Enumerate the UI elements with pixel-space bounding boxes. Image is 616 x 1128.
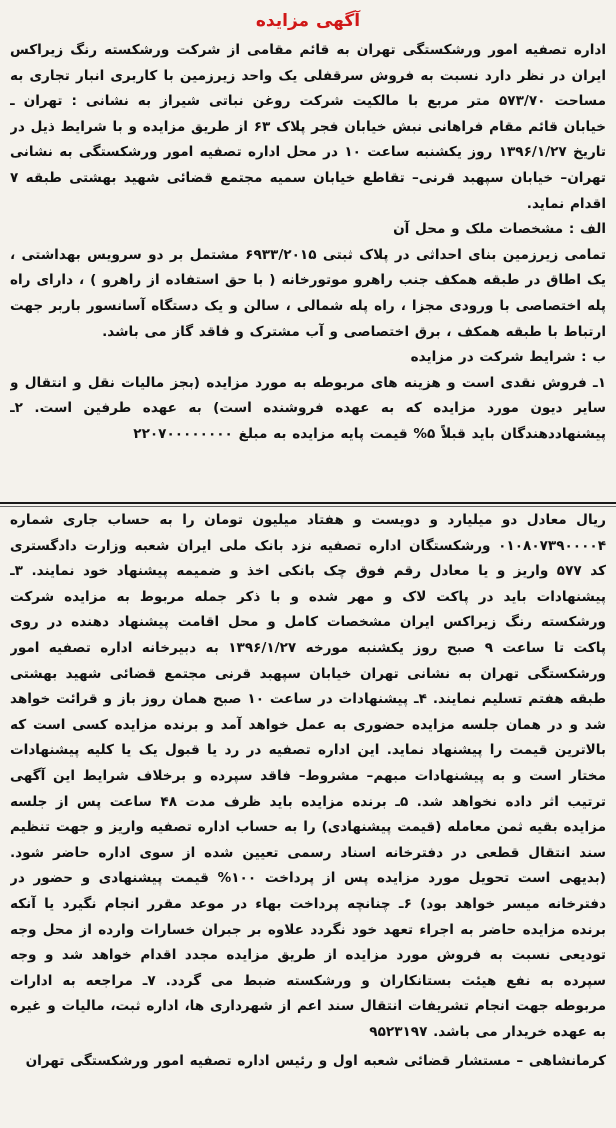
section-b-body-part1: ۱ـ فروش نقدی است و هزینه های مربوطه به مورد مزایده (بجز مالیات نقل و انتقال و سایر دیون مورد مزایده که به عهده فروشنده است) به عهده طرفین است. ۲ـ پیشنهاددهندگان باید قبلاً ۵% قیمت پایه مزایده به مبلغ ۲۲۰۷۰۰۰۰۰۰۰۰ [10, 374, 606, 442]
notice-column-top [10, 0, 606, 500]
notice-signature: کرمانشاهی – مستشار قضائی شعبه اول و رئیس اداره تصفیه امور ورشکستگی تهران [25, 1053, 606, 1070]
section-b-body-part2: ریال معادل دو میلیارد و دویست و هفتاد میلیون تومان را به حساب جاری شماره ۰۱۰۸۰۷۳۹۰۰۰۰۴ ورشکستگان اداره تصفیه نزد بانک ملی ایران شعبه وزارت دادگستری کد ۵۷۷ واریز و یا معادل رقم فوق چک بانکی اخذ و ضمیمه پیشنهاد خود نمایند. ۳ـ پیشنهادات باید در پاکت لاک و مهر شده و با ذکر جمله مربوط به مزایده شرکت ورشکسته رنگ زیراکس ایران مشخصات کامل و محل اقامت پیشنهاد دهنده در روی پاکت تا ساعت ۹ صبح روز یکشنبه مورخه ۱۳۹۶/۱/۲۷ به دبیرخانه اداره تصفیه امور ورشکستگی تهران به نشانی تهران خیابان سپهبد قرنی مجتمع قضائی شهید بهشتی طبقه هفتم تسلیم نمایند. ۴ـ پیشنهادات در ساعت ۱۰ صبح همان روز باز و قرائت خواهد شد و در همان جلسه مزایده حضوری به عمل خواهد آمد و برنده مزایده کسی است که بالاترین قیمت را پیشنهاد نماید. این اداره تصفیه در رد یا قبول یک یا کلیه پیشنهادات مختار است و به پیشنهادات مبهم– مشروط– فاقد سپرده و برخلاف شرایط این آگهی ترتیب اثر داده نخواهد شد. ۵ـ برنده مزایده باید ظرف مدت ۴۸ ساعت پس از جلسه مزایده بقیه ثمن معامله (قیمت پیشنهادی) را به حساب اداره تصفیه واریز و جهت تنظیم سند انتقال قطعی در دفترخانه اسناد رسمی تعیین شده از سوی اداره حاضر شود. (بدیهی است تحویل مورد مزایده پس از پرداخت ۱۰۰% قیمت پیشنهادی و حضور در دفترخانه میسر خواهد بود) ۶ـ چنانچه پرداخت بهاء در موعد مقرر انجام نگیرد یا آنکه برنده مزایده حاضر به اجراء تعهد خود نگردد علاوه بر جبران خسارات وارده از محل وجه تودیعی نسبت به فروش مورد مزایده از طریق مزایده مجدد اقدام خواهد شد و وجه سپرده به نفع هیئت بستانکاران و ورشکسته ضبط می گردد. ۷ـ مراجعه به ادارات مربوطه جهت انجام تشریفات انتقال سند اعم از شهرداری ها، اداره ثبت، مالیات و غیره به عهده خریدار می باشد. ۹۵۲۳۱۹۷ [10, 512, 606, 1040]
column-divider-thin [0, 506, 616, 507]
section-a-title: الف : مشخصات ملک و محل آن [393, 221, 606, 238]
notice-column-bottom [10, 508, 606, 1128]
section-b-title: ب : شرایط شرکت در مزایده [410, 349, 606, 366]
column-divider [0, 502, 616, 504]
section-a-body: تمامی زیرزمین بنای احداثی در پلاک ثبتی ۶۹۳۳/۲۰۱۵ مشتمل بر دو سرویس بهداشتی ، یک اطاق در طبقه همکف جنب راهرو موتورخانه ( با حق استفاده از راهرو ) ، دارای راه پله اختصاصی با ورودی مجزا ، راه پله شمالی ، سالن و یک دستگاه آسانسور باربر جهت ارتباط با طبقه همکف ، برق اختصاصی و آب مشترک و فاقد گاز می باشد. [10, 246, 606, 340]
notice-headline: آگهی مزایده [255, 11, 361, 31]
notice-intro-paragraph: اداره تصفیه امور ورشکستگی تهران به قائم مقامی از شرکت ورشکسته رنگ زیراکس ایران در نظر دارد نسبت به فروش سرقفلی یک واحد زیرزمین با کاربری انبار تجاری به مساحت ۵۷۳/۷۰ متر مربع با مالکیت شرکت روغن نباتی شیراز به نشانی : تهران ـ خیابان قائم مقام فراهانی نبش خیابان فجر پلاک ۶۳ از طریق مزایده و با شرایط ذیل در تاریخ ۱۳۹۶/۱/۲۷ روز یکشنبه ساعت ۱۰ در محل اداره تصفیه امور ورشکستگی به نشانی تهران– خیابان سپهبد قرنی– تقاطع خیابان سمیه مجتمع قضائی شهید بهشتی طبقه ۷ اقدام نماید. [10, 42, 606, 212]
